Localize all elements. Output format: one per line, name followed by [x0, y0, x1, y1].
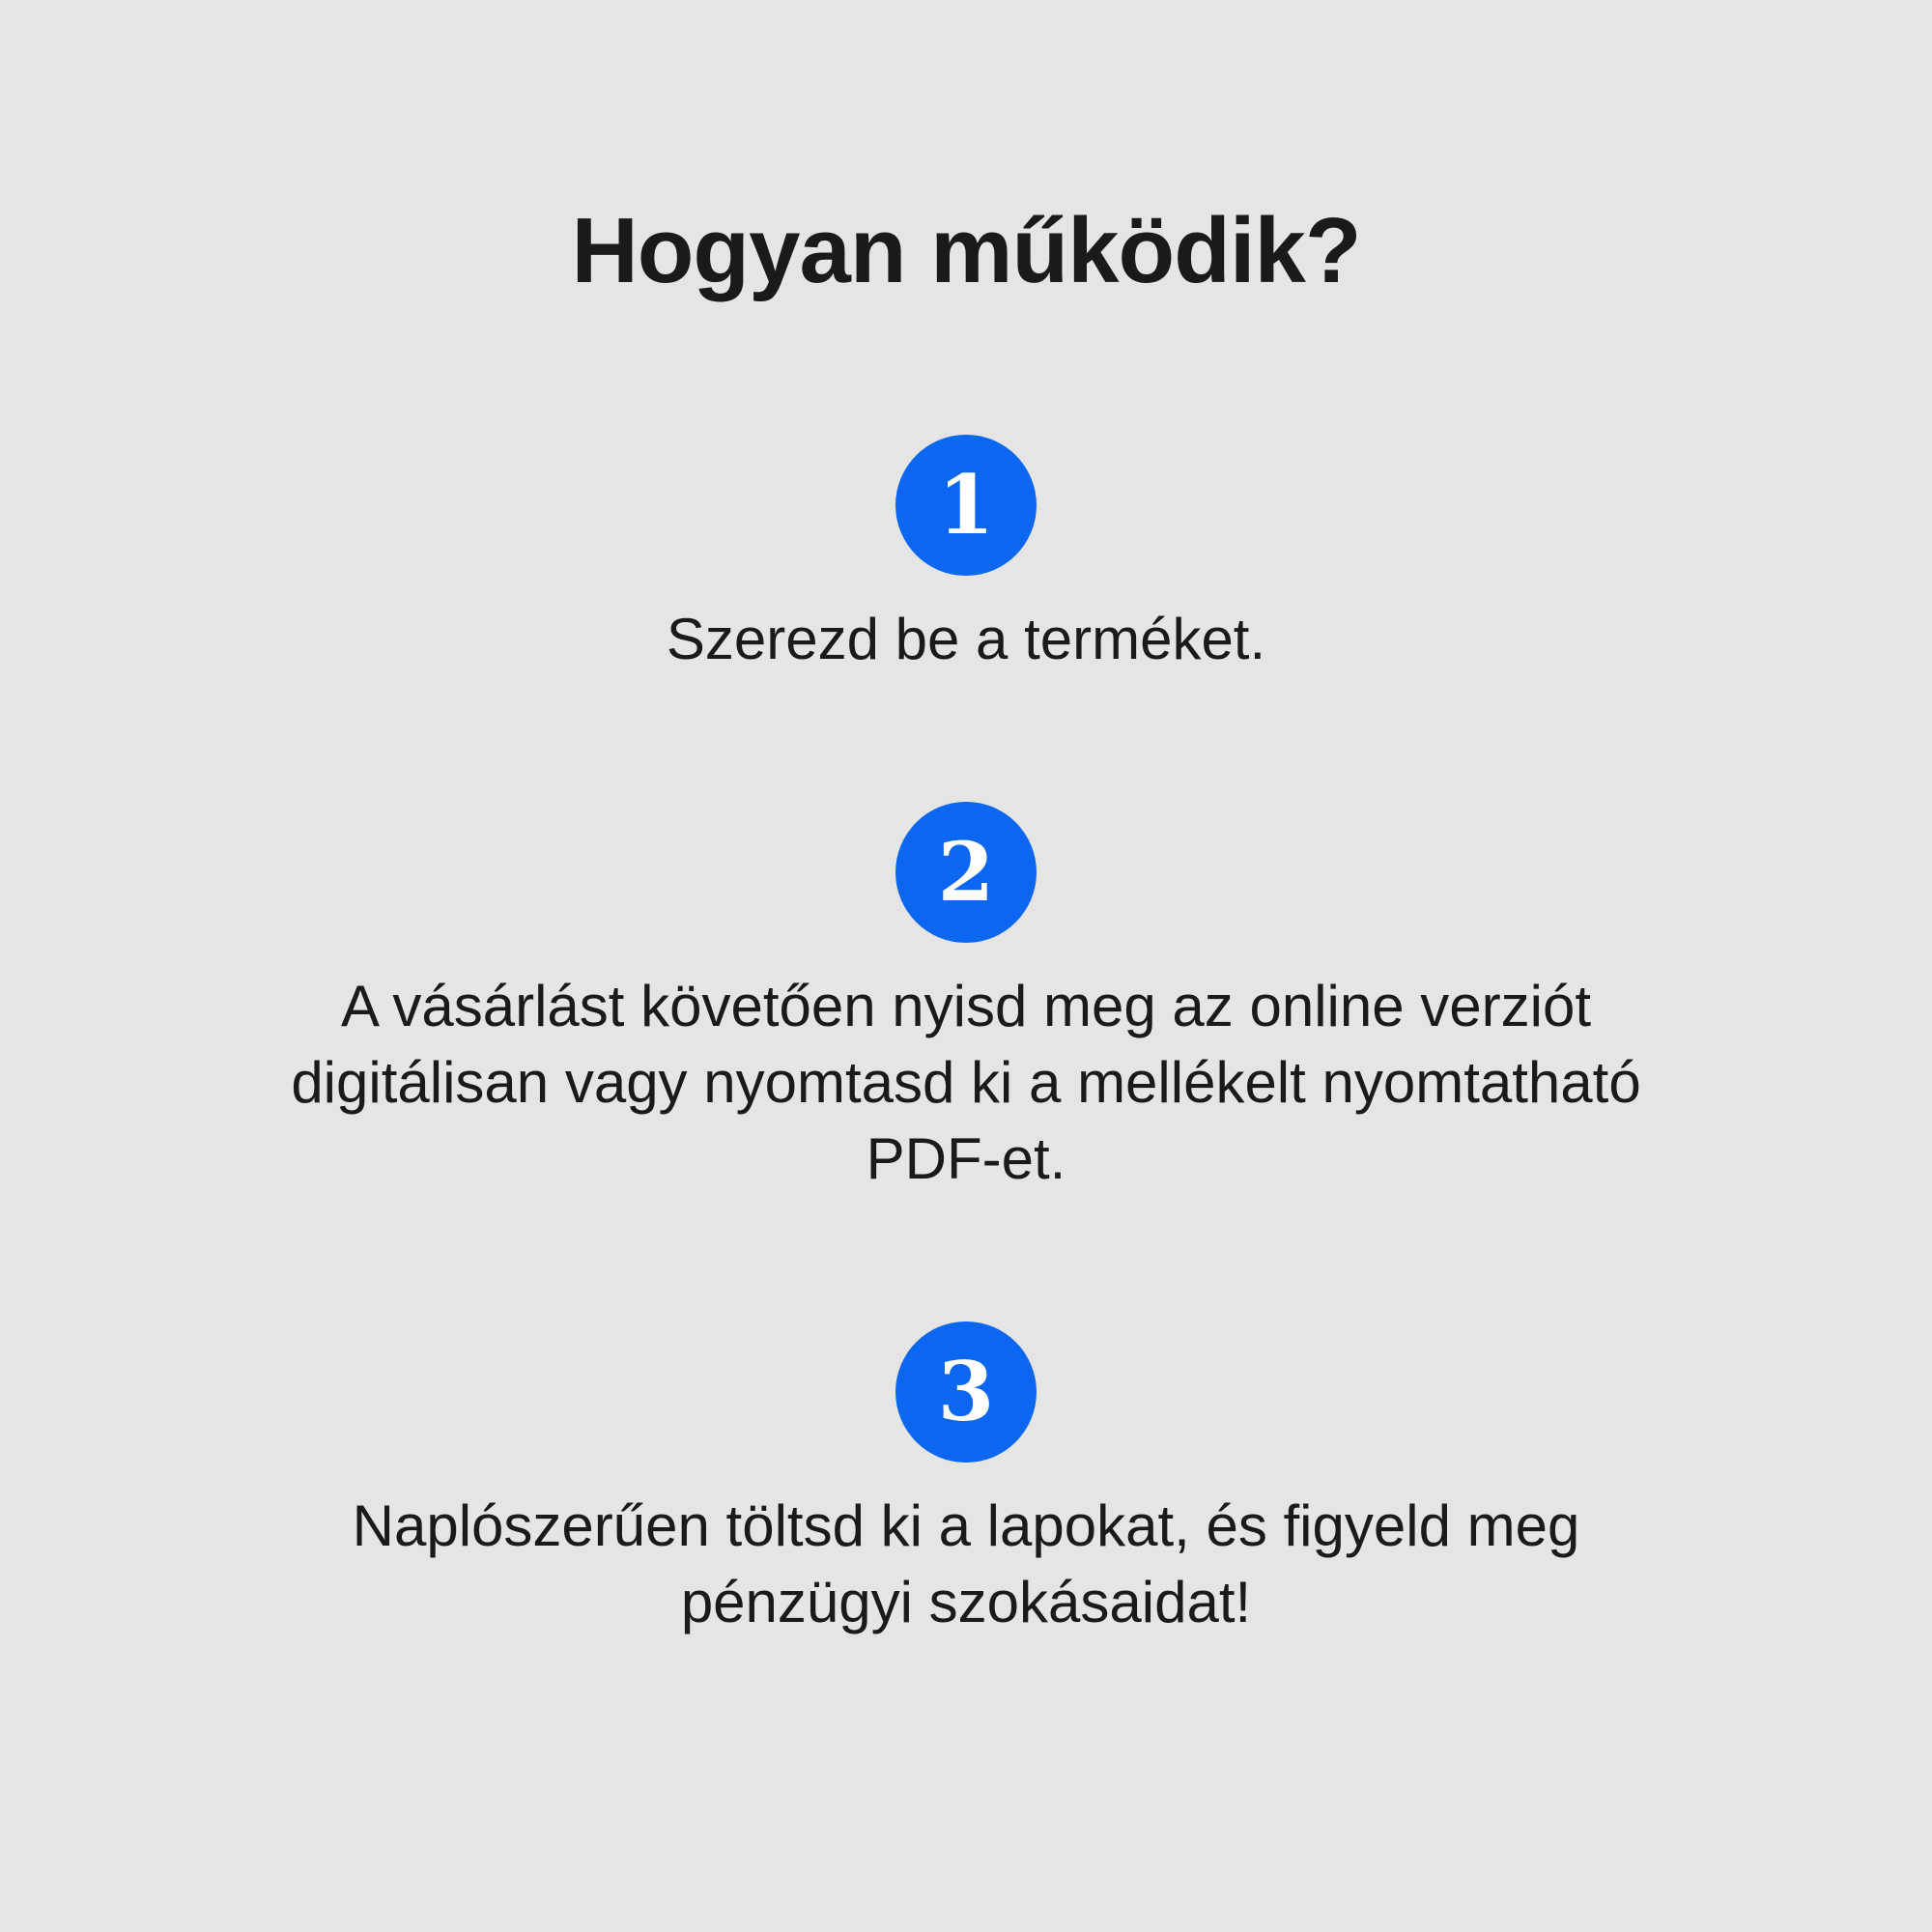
step-number-badge: 2	[895, 802, 1037, 943]
page-title: Hogyan működik?	[571, 199, 1361, 302]
step-3	[0, 1321, 1932, 1640]
step-description: Naplószerűen töltsd ki a lapokat, és figyeld meg pénzügyi szokásaidat!	[352, 1493, 1580, 1634]
step-number-badge: 1	[895, 435, 1037, 576]
step-description: Szerezd be a terméket.	[666, 607, 1266, 671]
step-number-badge: 3	[895, 1321, 1037, 1463]
step-1	[0, 435, 1932, 677]
step-description: A vásárlást követően nyisd meg az online verziót digitálisan vagy nyomtasd ki a mellékelt nyomtatható PDF-et.	[291, 974, 1641, 1191]
step-2	[0, 802, 1932, 1197]
